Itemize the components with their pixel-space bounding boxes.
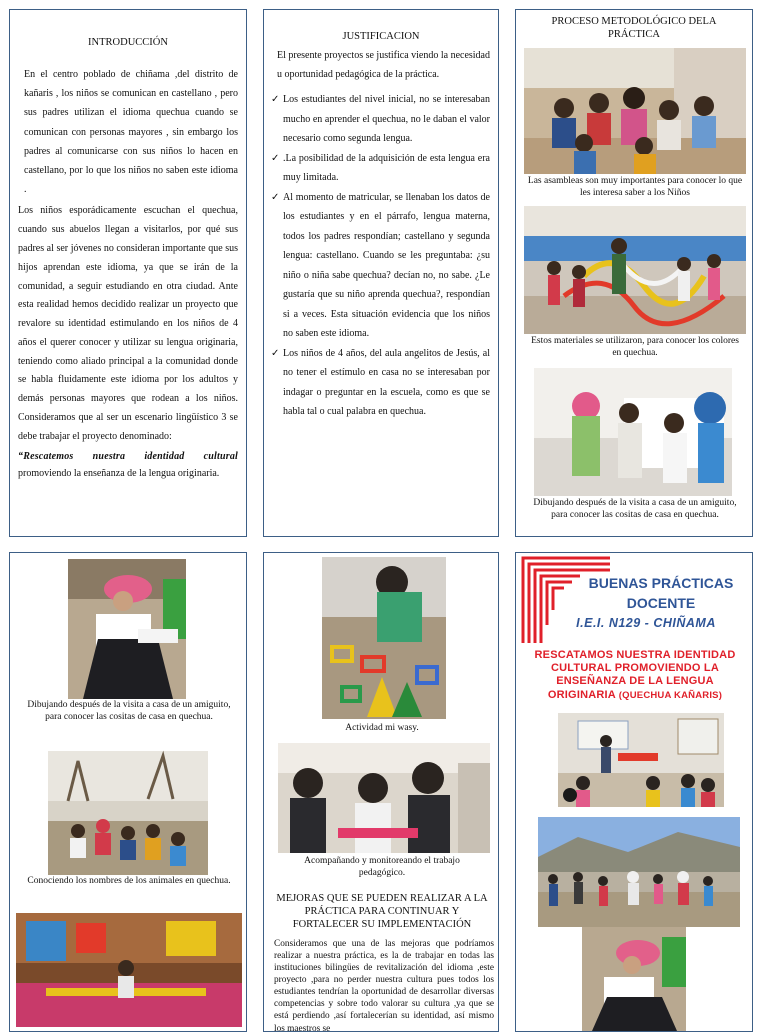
proceso-caption-3: Dibujando después de la visita a casa de un amiguito, para conocer las cositas de casa en quechua. bbox=[533, 498, 737, 521]
checkmark-icon: ✓ bbox=[271, 347, 280, 359]
cover-project-main: RESCATAMOS NUESTRA IDENTIDAD CULTURAL PROMOVIENDO LA ENSEÑANZA DE LA LENGUA ORIGINARIA bbox=[534, 649, 736, 701]
photo-drawing-1 bbox=[534, 368, 732, 496]
cover-panel bbox=[515, 552, 753, 1032]
photo-monitoring bbox=[278, 743, 490, 853]
justificacion-item bbox=[271, 188, 490, 344]
justificacion-panel bbox=[263, 9, 499, 537]
panel5-caption-2: Acompañando y monitoreando el trabajo pedagógico. bbox=[304, 856, 460, 879]
photo-colors bbox=[524, 206, 746, 334]
justificacion-item bbox=[271, 90, 490, 149]
justificacion-item bbox=[271, 344, 490, 422]
panel5-caption-1: Actividad mi wasy. bbox=[345, 723, 419, 733]
photo-classroom-1 bbox=[16, 913, 242, 1027]
checkmark-icon: ✓ bbox=[271, 191, 280, 203]
proceso-panel bbox=[515, 9, 753, 537]
intro-ending: promoviendo la enseñanza de la lengua originaria. bbox=[18, 468, 220, 480]
photo-animals bbox=[48, 751, 208, 875]
photo-mi-wasy bbox=[322, 557, 446, 719]
intro-title: INTRODUCCIÓN bbox=[88, 37, 168, 48]
photo-drawing-2 bbox=[68, 559, 186, 699]
photo-drawing-3 bbox=[582, 927, 686, 1031]
checkmark-icon: ✓ bbox=[271, 94, 280, 105]
justificacion-title: JUSTIFICACION bbox=[342, 31, 420, 42]
justificacion-item-text: .La posibilidad de la adquisición de esta lengua era muy limitada. bbox=[283, 152, 490, 183]
mejoras-title: MEJORAS QUE SE PUEDEN REALIZAR A LA PRÁCTICA PARA CONTINUAR Y FORTALECER SU IMPLEMENTACIÓN bbox=[276, 893, 488, 931]
proceso-title: PROCESO METODOLÓGICO DELA PRÁCTICA bbox=[551, 16, 717, 40]
justificacion-list bbox=[264, 84, 498, 422]
panel4-caption-2: Conociendo los nombres de los animales en quechua. bbox=[27, 876, 231, 886]
justificacion-intro: El presente proyectos se justifica viendo la necesidad u oportunidad pedagógica de la práctica. bbox=[277, 50, 490, 80]
cover-project-title bbox=[522, 649, 748, 702]
panel4-caption-1: Dibujando después de la visita a casa de un amiguito, para conocer las cositas de casa en quechua. bbox=[27, 700, 231, 723]
justificacion-item-text: Al momento de matricular, se llenaban los datos de los estudiantes y en el párrafo, lengua materna, todos los padres respondían; castellano y segunda lengua: castellano. Cuando se les preguntaba: ¿su niño o niña sabe quechua? decían no, no sabe. ¿Le gustaría que su niño aprenda quechua?, respondían si a veces. Esta situación evidencia que los niños no saben este idioma. bbox=[283, 191, 490, 339]
mejoras-text: Consideramos que una de las mejoras que podríamos realizar a nuestra práctica, es la de trabajar en todas las instituciones bilingües de revitalización del idioma ,este proyecto ,para no perder nuestra cultura pues todos los estudiantes tendrían la oportunidad de desarrollar diversas competencias y sobre todo valorar su cultura ,ya que se está perdiendo ,así fortalecerían su identidad, así mismo los maestros se bbox=[274, 939, 494, 1034]
justificacion-item-text: Los niños de 4 años, del aula angelitos de Jesús, al no tener el estímulo en casa no se interesaban por indagar o preguntar en la escuela, como es que se habla tal o cual palabra en quechua. bbox=[283, 347, 490, 417]
panel-photos-middle bbox=[263, 552, 499, 1032]
cover-heading-1: BUENAS PRÁCTICAS bbox=[588, 575, 734, 591]
intro-paragraph-1: En el centro poblado de chiñama ,del distrito de kañaris , los niños se comunican en castellano , pero sus padres utilizan el idioma quechua cuando se comunican con personas mayores , sin embargo los padres al comunicarse con sus niños lo hacen en castellano, por lo que los niños no saben este idioma . bbox=[24, 69, 238, 196]
proceso-caption-1: Las asambleas son muy importantes para conocer lo que les interesa saber a los Niños bbox=[527, 176, 743, 199]
photo-classroom-2 bbox=[558, 713, 724, 807]
checkmark-icon: ✓ bbox=[271, 152, 280, 164]
proceso-caption-2: Estos materiales se utilizaron, para conocer los colores en quechua. bbox=[531, 336, 739, 359]
cover-project-paren: (QUECHUA KAÑARIS) bbox=[618, 689, 723, 701]
intro-panel bbox=[9, 9, 247, 537]
panel-photos-left bbox=[9, 552, 247, 1032]
intro-quote: “Rescatemos nuestra identidad cultural bbox=[18, 450, 238, 462]
photo-outdoor-group bbox=[538, 817, 740, 927]
intro-paragraph-2: Los niños esporádicamente escuchan el quechua, cuando sus abuelos llegan a visitarlos, por qué sus padres al ser jóvenes no consideran importante que sus hijos aprendan este idioma, ya que se irán de la comunidad, a seguir estudiando en otra ciudad. Ante esta realidad hemos decidido realizar un proyecto que revalore su identidad estimulando en los niños de 4 años el querer conocer y utilizar su lengua originaria, teniendo como aliado principal a la comunidad donde se habla fluidamente este idioma por los adultos y demás personas mayores que rodean a los niños. Consideramos que al ser un escenario lingüístico 3 se debe trabajar el proyecto denominado: bbox=[18, 205, 238, 442]
cover-heading-2: DOCENTE bbox=[626, 595, 696, 611]
cover-school: I.E.I. N129 - CHIÑAMA bbox=[576, 616, 716, 630]
justificacion-item-text: Los estudiantes del nivel inicial, no se interesaban mucho en aprender el quechua, no le daban el valor necesario como segunda lengua. bbox=[283, 94, 490, 144]
photo-assembly bbox=[524, 48, 746, 174]
justificacion-item bbox=[271, 149, 490, 188]
